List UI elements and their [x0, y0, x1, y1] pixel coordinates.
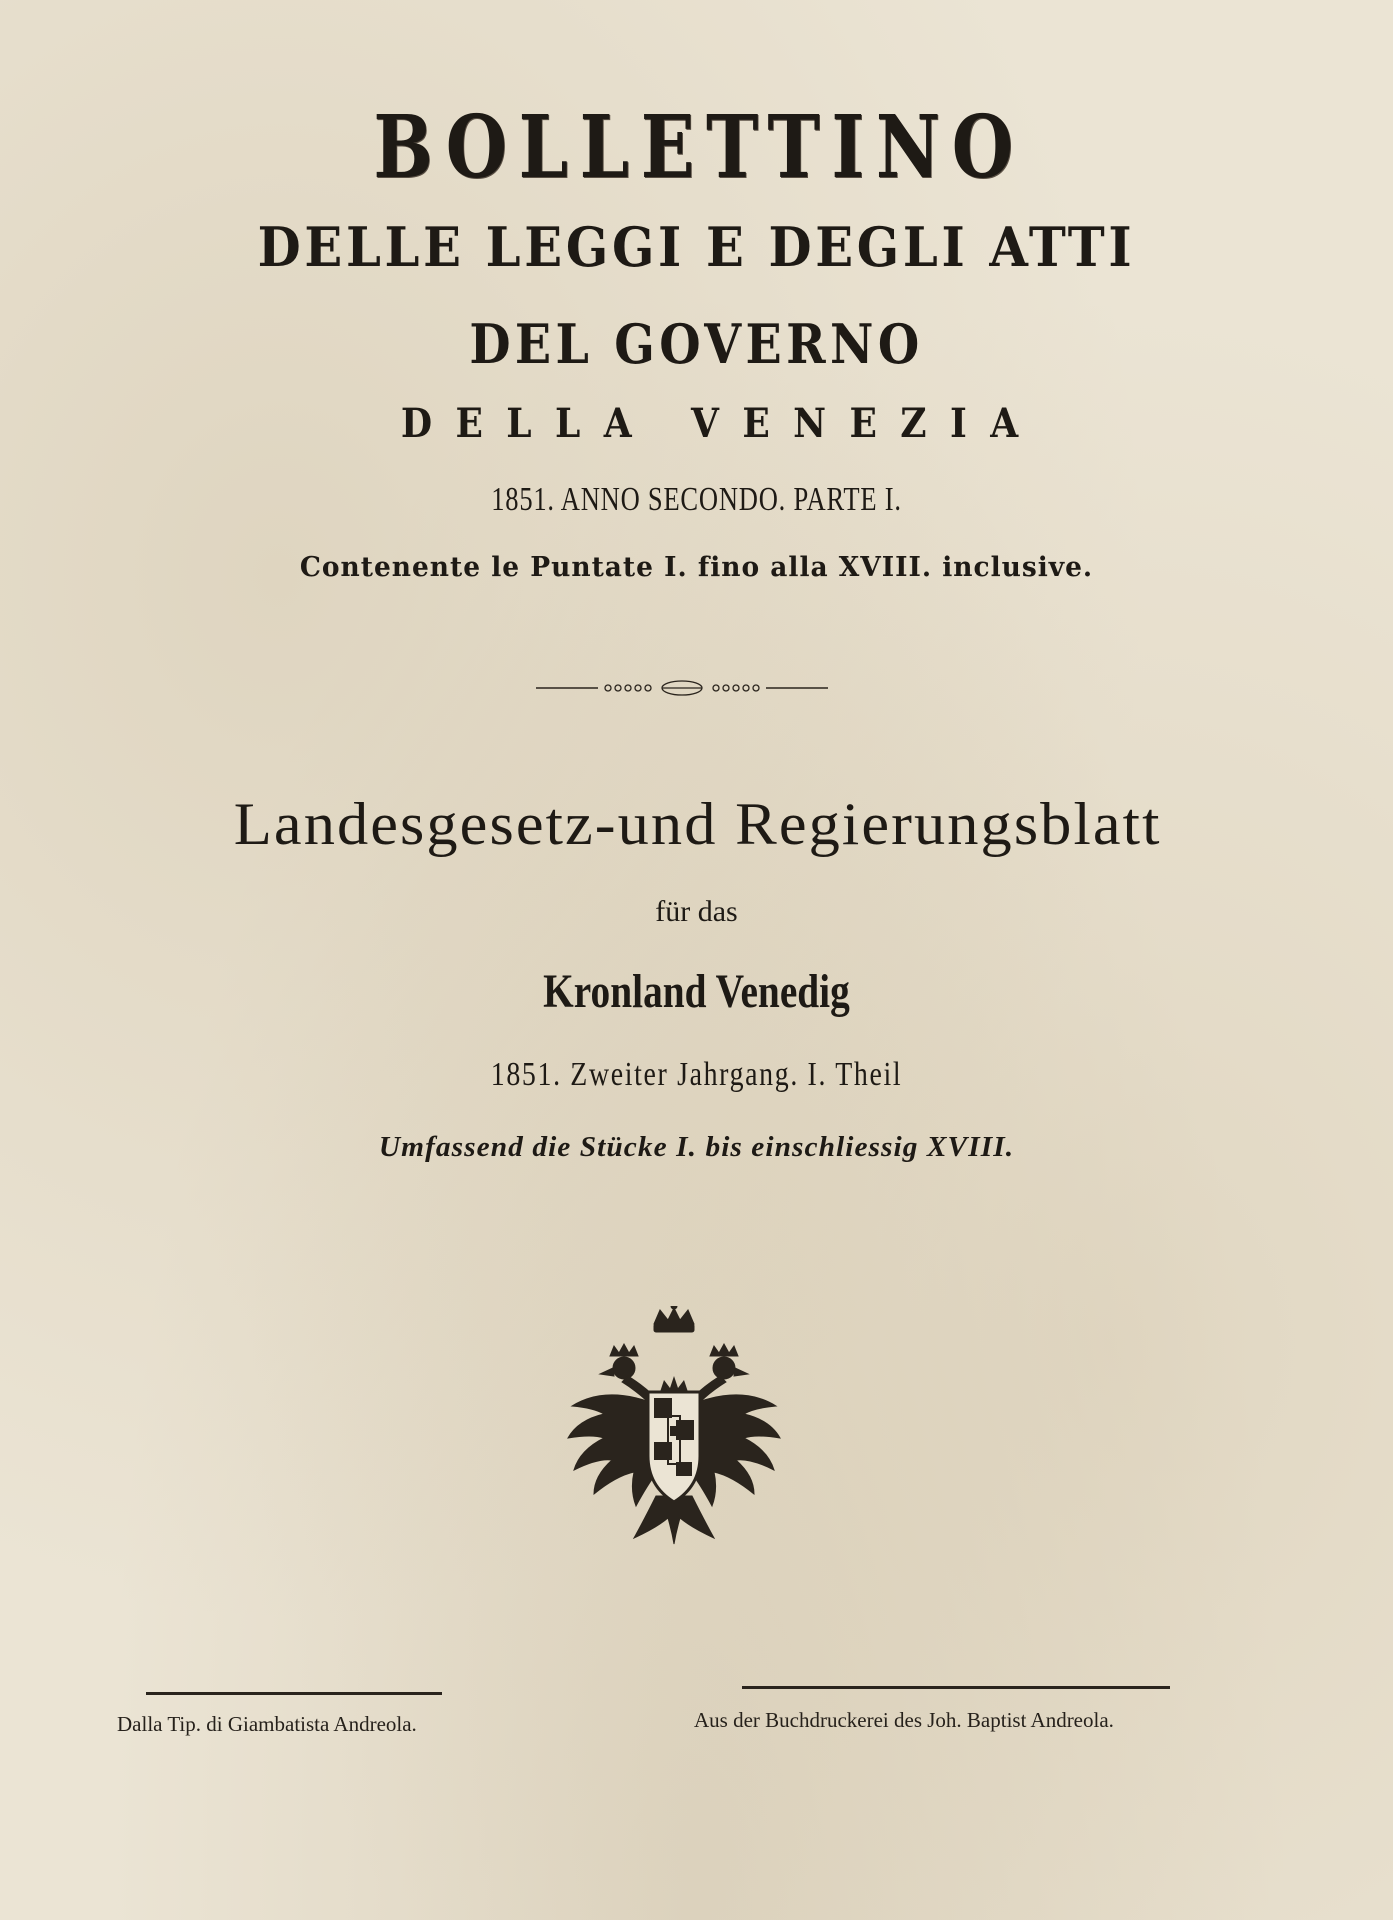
ornament-divider-icon — [536, 676, 828, 700]
year-part-german: 1851. Zweiter Jahrgang. I. Theil — [490, 1056, 903, 1093]
imprint-rule-right — [742, 1686, 1170, 1689]
imprint-german: Aus der Buchdruckerei des Joh. Baptist Andreola. — [694, 1708, 1114, 1732]
contents-italian: Contenente le Puntate I. fino alla XVIII. inclusive. — [299, 552, 1094, 583]
coat-of-arms-icon — [564, 1306, 784, 1546]
contents-german: Umfassend die Stücke I. bis einschliessig XVIII. — [378, 1132, 1015, 1163]
subtitle-venezia: DELLA VENEZIA — [400, 400, 1042, 447]
subtitle-leggi-atti: DELLE LEGGI E DEGLI ATTI — [257, 215, 1136, 279]
imprint-italian: Dalla Tip. di Giambatista Andreola. — [117, 1712, 417, 1736]
imprint-rule-left — [146, 1692, 442, 1695]
german-title: Landesgesetz-und Regierungsblatt — [233, 791, 1162, 857]
subtitle-governo: DEL GOVERNO — [469, 312, 924, 376]
german-kronland: Kronland Venedig — [543, 965, 850, 1018]
german-fur-das: für das — [655, 895, 738, 928]
year-part-italian: 1851. ANNO SECONDO. PARTE I. — [491, 481, 902, 518]
title-bollettino: BOLLETTINO — [373, 97, 1025, 198]
